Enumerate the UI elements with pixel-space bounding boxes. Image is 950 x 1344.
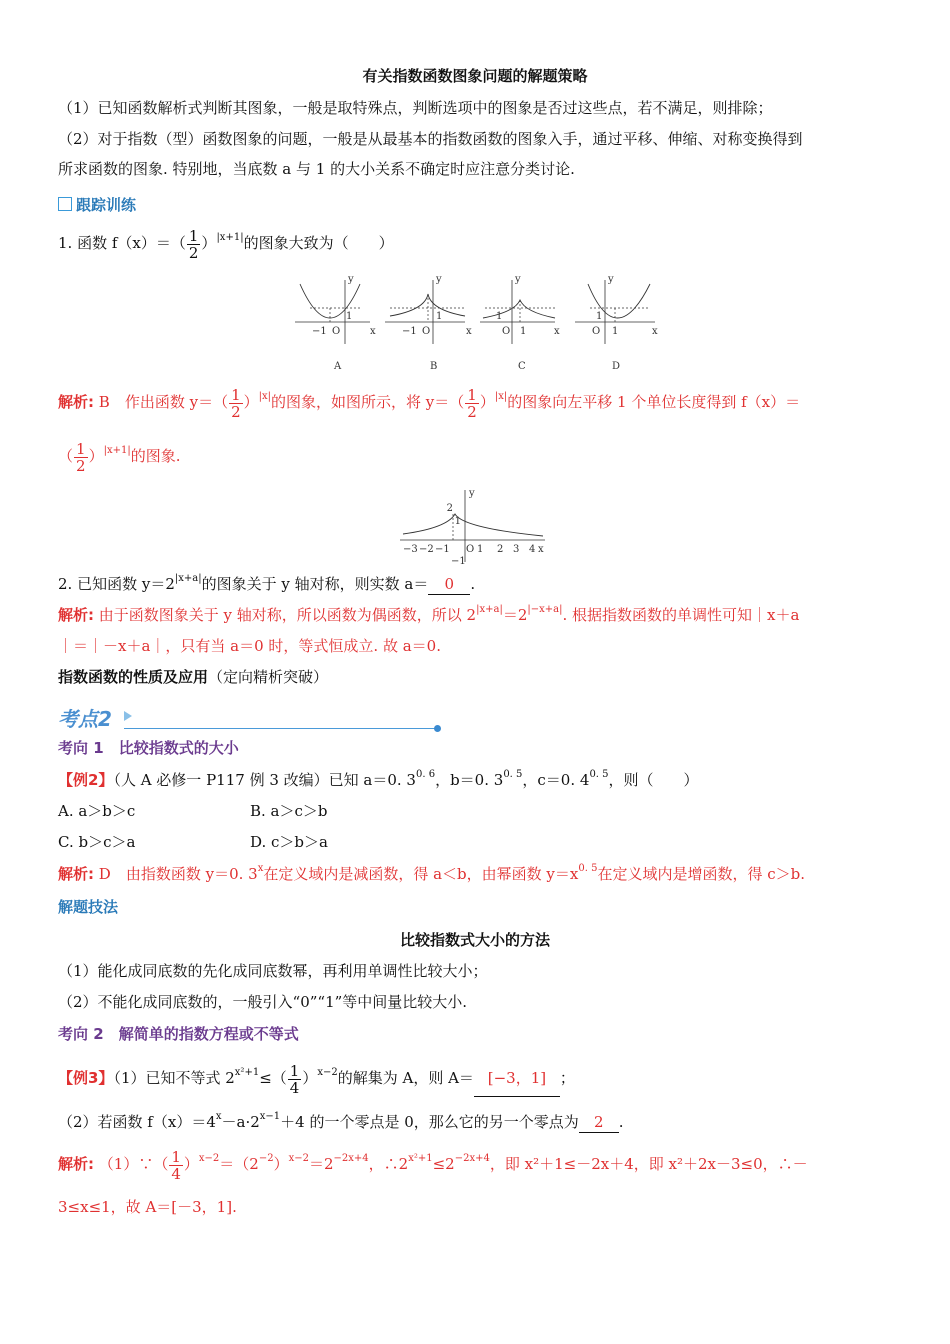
option-c: C. b＞c＞a [58,833,136,851]
svg-text:−2: −2 [419,544,434,555]
svg-text:A: A [334,361,342,372]
strategy-p2b: 所求函数的图象. 特别地，当底数 a 与 1 的大小关系不确定时应注意分类讨论. [58,160,575,178]
svg-text:y: y [515,274,521,285]
svg-text:2: 2 [497,544,504,555]
svg-text:−1: −1 [451,556,466,566]
direction-1: 考向 1 比较指数式的大小 [58,739,239,757]
fraction: $\frac{1}{2}$ [188,226,199,262]
method-title: 比较指数式大小的方法 [399,931,550,949]
graph-c [480,274,560,372]
svg-text:1: 1 [596,311,603,322]
svg-text:−1: −1 [402,326,417,337]
svg-text:O: O [592,326,601,337]
strategy-p1: （1）已知函数解析式判断其图象，一般是取特殊点，判断选项中的图象是否过这些点，若不满足，则排除； [58,99,773,117]
svg-text:1: 1 [496,311,503,322]
svg-text:−1: −1 [435,544,450,555]
svg-text:3: 3 [513,544,520,555]
graph-b [385,274,472,372]
method-p2: （2）不能化成同底数的，一般引入“0”“1”等中间量比较大小. [58,993,468,1011]
strategy-p2a: （2）对于指数（型）函数图象的问题，一般是从最基本的指数函数的图象入手，通过平移、伸缩、对称变换得到 [58,130,803,148]
svg-text:4: 4 [529,544,536,555]
answer-graph [395,486,555,566]
svg-text:O: O [502,326,511,337]
svg-text:x: x [554,326,560,337]
svg-text:1: 1 [436,311,443,322]
svg-text:1: 1 [520,326,527,337]
graph-a [295,274,376,372]
answer-1-line1: 解析: B 作出函数 y＝（ $\frac{1}{2}$ ）$^{|x|}$的图象，如图所示，将 y＝（ $\frac{1}{2}$ ）$^{|x|}$的图象向左平移 1 个单位长度得到 f（x）＝ [58,385,801,421]
svg-text:O: O [422,326,431,337]
answer-blank: 2 [579,1112,619,1133]
answer-2-line2: ｜＝｜－x＋a｜，只有当 a＝0 时，等式恒成立. 故 a＝0. [58,637,441,655]
svg-text:−1: −1 [312,326,327,337]
answer-4-line1: 解析: （1）∵（ $\frac{1}{4}$ ）$^{x-2}=(2^{-2})^{x-2}=2^{-2x+4}$，$\therefore 2^{x^2+1}\le 2^{-2x+4}$，即 x²＋1≤－2x＋4，即 x²＋2x－3≤0，∴－ [58,1147,808,1183]
example-3-part2: （2）若函数 $f(x)=4^x-a\cdot 2^{x-1}+4$ 的一个零点是 0，那么它的另一个零点为 2 . [58,1111,624,1131]
svg-text:B: B [430,361,438,372]
svg-text:x: x [466,326,472,337]
answer-blank: [−3，1] [474,1060,560,1097]
svg-text:C: C [518,361,526,372]
example-3-part1: 【例3】（1）已知不等式 $2^{x^2+1}\le$（ $\frac{1}{4}$ ）$^{x-2}$的解集为 A，则 A＝ [−3，1] ； [58,1061,575,1097]
svg-text:O: O [466,544,475,555]
answer-blank: 0 [428,574,470,595]
svg-text:y: y [348,274,354,285]
page-title: 有关指数函数图象问题的解题策略 [362,67,588,85]
method-p1: （1）能化成同底数的先化成同底数幂，再利用单调性比较大小； [58,962,488,980]
svg-text:1: 1 [346,311,353,322]
method-heading: 解题技法 [58,898,119,916]
section-heading: 指数函数的性质及应用（定向精析突破） [58,668,329,686]
direction-2: 考向 2 解简单的指数方程或不等式 [58,1025,299,1043]
kaodian-banner: 考点2 [58,703,442,733]
practice-heading: 跟踪训练 [58,195,136,215]
answer-4-line2: 3≤x≤1，故 A＝[－3，1]. [58,1198,237,1216]
svg-text:y: y [469,488,475,499]
option-a: A. a＞b＞c [58,802,136,820]
svg-text:x: x [538,544,544,555]
svg-text:y: y [608,274,614,285]
svg-text:1: 1 [477,544,484,555]
answer-1-line2: （ $\frac{1}{2}$ ）$^{|x+1|}$的图象. [58,439,181,475]
svg-text:y: y [436,274,442,285]
svg-text:1: 1 [454,516,461,527]
question-1: 1. 函数 f（x）＝（ $\frac{1}{2}$ ）$^{|x+1|}$的图象大致为（ ） [58,226,394,262]
arrow-icon [124,711,132,721]
option-graphs [290,272,670,372]
svg-text:x: x [370,326,376,337]
graph-d [575,274,658,372]
svg-text:O: O [332,326,341,337]
answer-2-line1: 解析: 由于函数图象关于 y 轴对称，所以函数为偶函数，所以 $2^{|x+a|}=2^{|-x+a|}$. 根据指数函数的单调性可知｜x＋a [58,604,800,624]
option-b: B. a＞c＞b [250,802,328,820]
svg-text:x: x [652,326,658,337]
question-2: 2. 已知函数 $y=2^{|x+a|}$的图象关于 y 轴对称，则实数 a＝ 0 . [58,573,476,593]
svg-text:2: 2 [446,503,453,514]
svg-text:D: D [612,361,621,372]
dot-icon [434,725,441,732]
checkbox-icon [58,197,72,211]
svg-text:1: 1 [612,326,619,337]
svg-text:−3: −3 [403,544,418,555]
example-2: 【例2】（人 A 必修一 P117 例 3 改编）已知 a＝0. $3^{0. 6}$，b＝0. $3^{0. 5}$，c＝0. $4^{0. 5}$，则（ ） [58,769,699,789]
answer-3: 解析: D 由指数函数 y＝0. 3$^x$在定义域内是减函数，得 a＜b，由幂函数 $y=x^{0. 5}$在定义域内是增函数，得 c＞b. [58,863,806,883]
option-d: D. c＞b＞a [250,833,328,851]
